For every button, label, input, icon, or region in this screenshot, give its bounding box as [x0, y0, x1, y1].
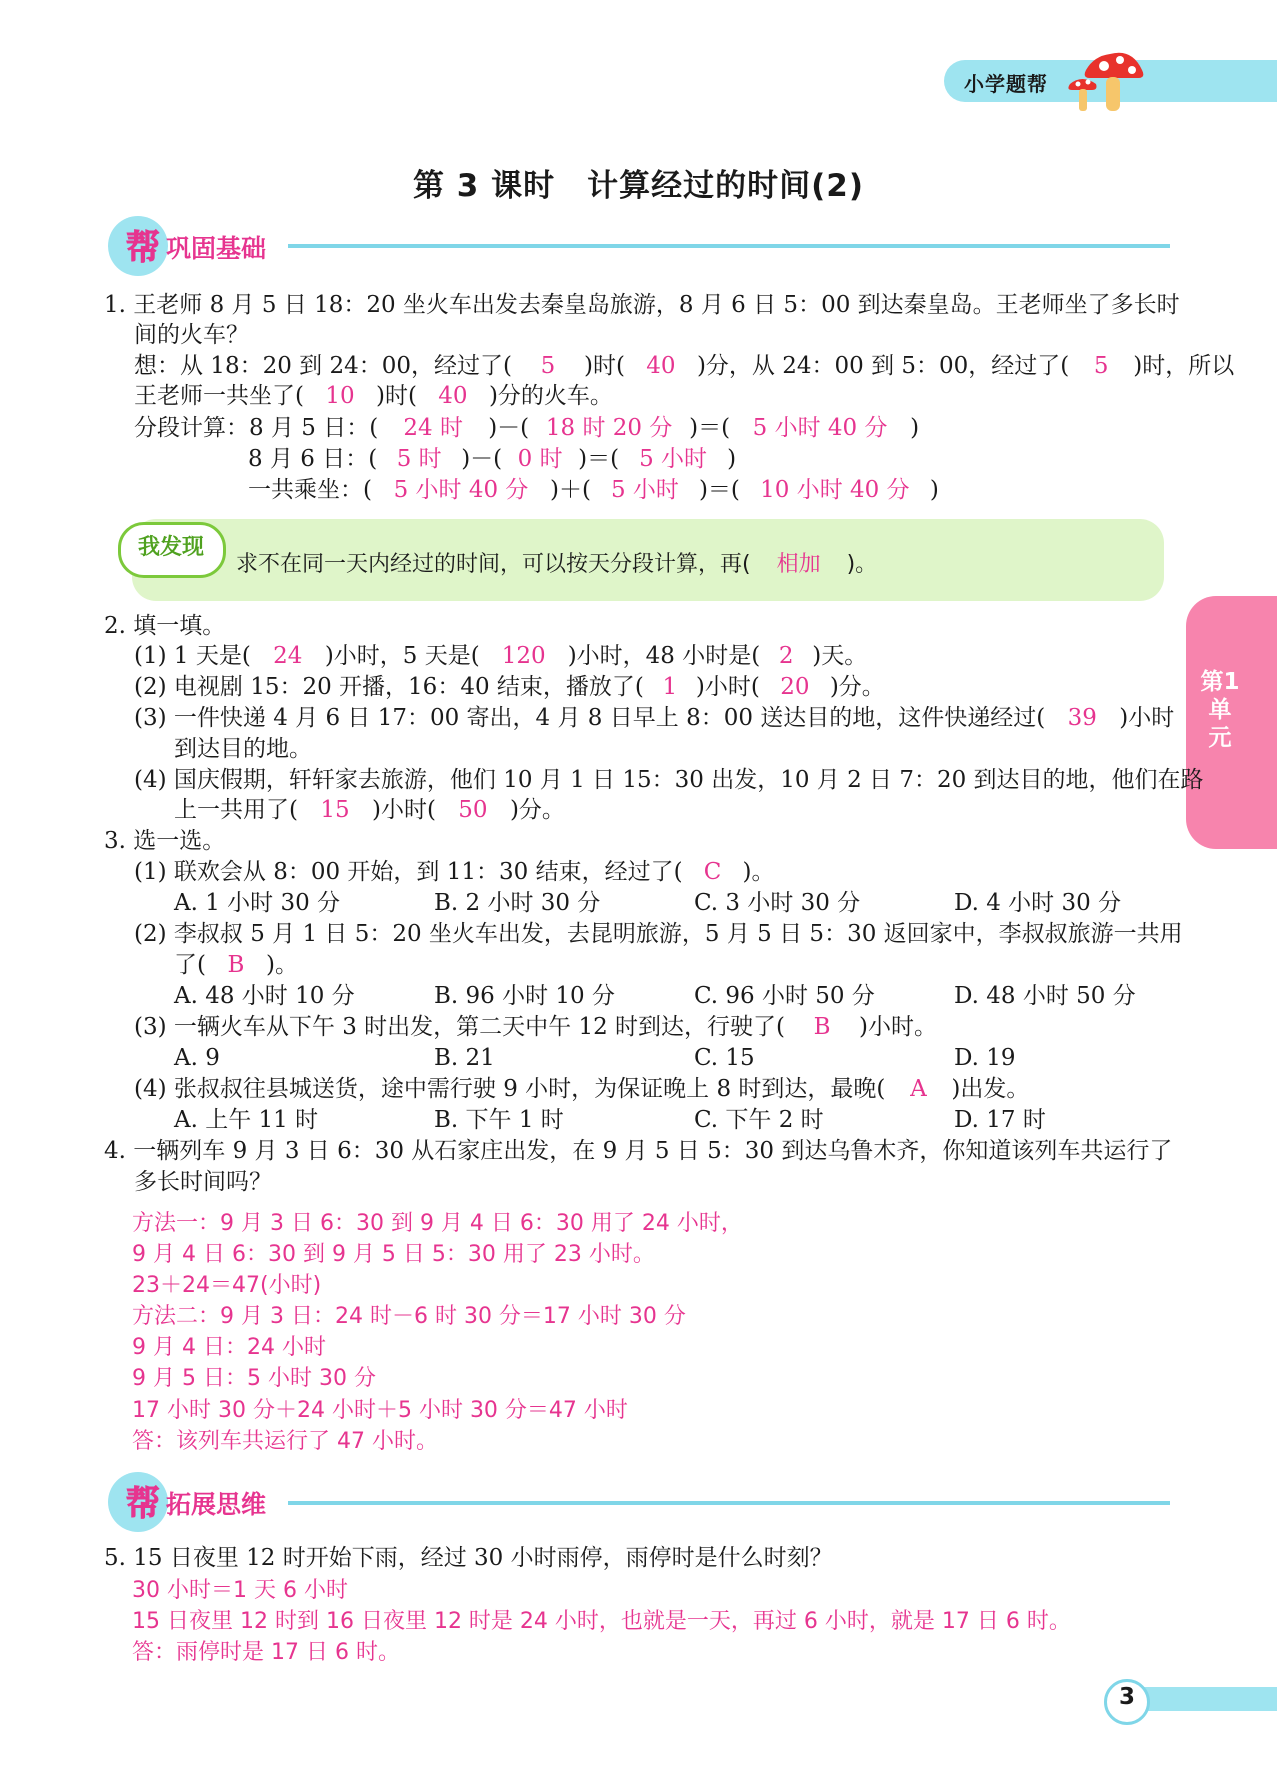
think-text: )时( — [375, 383, 417, 409]
seg-label: 8 月 6 日：( — [248, 446, 378, 472]
q4-answer: 方法二：9 月 3 日：24 时－6 时 30 分＝17 小时 30 分 — [132, 1304, 686, 1329]
q-text: )出发。 — [951, 1076, 1030, 1102]
think-text: )分，从 24：00 到 5：00，经过了( — [696, 353, 1070, 379]
answer: 20 — [780, 674, 810, 700]
q2-title: 2. 填一填。 — [104, 613, 226, 639]
q5-answer: 15 日夜里 12 时到 16 日夜里 12 时是 24 小时，也就是一天，再过 6 小时，就是 17 日 6 时。 — [132, 1609, 1071, 1634]
answer: A — [910, 1076, 927, 1102]
unit-tab-label: 第1单元 — [1200, 669, 1240, 751]
page-number: 3 — [1118, 1684, 1135, 1710]
q-text: )小时，48 小时是( — [567, 643, 761, 669]
q3-sub2: (2) 李叔叔 5 月 1 日 5：20 坐火车出发，去昆明旅游，5 月 5 日 5：30 返回家中，李叔叔旅游一共用 — [134, 921, 1183, 947]
seg-op: )－( — [488, 415, 530, 441]
q5-text: 5. 15 日夜里 12 时开始下雨，经过 30 小时雨停，雨停时是什么时刻？ — [104, 1545, 833, 1571]
seg-op: ) — [910, 415, 920, 441]
answer: 2 — [778, 643, 794, 669]
section-title-extend: 拓展思维 — [166, 1490, 267, 1519]
think-text: )时( — [583, 353, 625, 379]
answer: 5 小时 40 分 — [752, 415, 888, 441]
q-text: (2) 电视剧 15：20 开播，16：40 结束，播放了( — [134, 674, 644, 700]
q4-answer: 答：该列车共运行了 47 小时。 — [132, 1429, 438, 1454]
discover-label: 我发现 — [137, 535, 204, 560]
answer: 120 — [501, 643, 546, 669]
q-text: )小时，5 天是( — [324, 643, 480, 669]
q1-text: 1. 王老师 8 月 5 日 18：20 坐火车出发去秦皇岛旅游，8 月 6 日 5：00 到达秦皇岛。王老师坐了多长时 — [104, 292, 1180, 318]
option: B. 下午 1 时 — [434, 1107, 564, 1133]
q1-text-2: 间的火车？ — [134, 322, 249, 348]
q5-answer: 答：雨停时是 17 日 6 时。 — [132, 1640, 400, 1665]
q4-answer: 9 月 4 日 6：30 到 9 月 5 日 5：30 用了 23 小时。 — [132, 1242, 655, 1267]
answer: 50 — [458, 797, 488, 823]
section-rule — [288, 244, 1170, 248]
q3-sub3 — [134, 1012, 937, 1042]
option: A. 上午 11 时 — [174, 1107, 319, 1133]
answer: 24 — [273, 643, 303, 669]
option: D. 19 — [954, 1045, 1016, 1071]
answer: 相加 — [776, 552, 821, 577]
option: C. 15 — [694, 1045, 755, 1071]
q-text: )天。 — [812, 643, 868, 669]
q-text: (4) 张叔叔往县城送货，途中需行驶 9 小时，为保证晚上 8 时到达，最晚( — [134, 1076, 886, 1102]
q-text: (1) 联欢会从 8：00 开始，到 11：30 结束，经过了( — [134, 859, 683, 885]
answer: 10 小时 40 分 — [760, 477, 910, 503]
answer: 0 时 — [517, 446, 563, 472]
q2-part4-2 — [174, 795, 565, 825]
option: D. 48 小时 50 分 — [954, 983, 1136, 1009]
q3-sub2-2 — [174, 950, 298, 980]
option: C. 下午 2 时 — [694, 1107, 824, 1133]
q-text: )小时 — [1119, 705, 1175, 731]
answer: B — [813, 1014, 831, 1040]
answer: 5 — [540, 353, 556, 379]
think-text: 王老师一共坐了( — [134, 383, 304, 409]
option: B. 21 — [434, 1045, 495, 1071]
q-text: )小时。 — [859, 1014, 937, 1040]
q-text: )分。 — [829, 674, 885, 700]
answer: 40 — [438, 383, 468, 409]
seg-label: 分段计算：8 月 5 日：( — [134, 415, 379, 441]
q2-part3 — [134, 703, 1174, 733]
answer: 5 — [1093, 353, 1109, 379]
seg-op: )＋( — [549, 477, 591, 503]
discover-text-b: )。 — [846, 552, 878, 577]
answer: 5 小时 — [639, 446, 708, 472]
section-title-basic: 巩固基础 — [166, 234, 267, 263]
q-text: 上一共用了( — [174, 797, 298, 823]
option: D. 4 小时 30 分 — [954, 890, 1122, 916]
q-text: )小时( — [371, 797, 436, 823]
mushroom-icon — [1060, 44, 1152, 116]
q5-answer: 30 小时＝1 天 6 小时 — [132, 1578, 348, 1603]
q2-part2 — [134, 672, 885, 702]
q-text: (3) 一辆火车从下午 3 时出发，第二天中午 12 时到达，行驶了( — [134, 1014, 786, 1040]
q-text: (1) 1 天是( — [134, 643, 251, 669]
q4-answer: 方法一：9 月 3 日 6：30 到 9 月 4 日 6：30 用了 24 小时， — [132, 1211, 743, 1236]
q1-seg-day6 — [248, 444, 736, 474]
option: D. 17 时 — [954, 1107, 1046, 1133]
q4-answer: 9 月 5 日：5 小时 30 分 — [132, 1366, 376, 1391]
answer: 5 小时 40 分 — [393, 477, 529, 503]
q-text: )。 — [742, 859, 775, 885]
answer: 40 — [646, 353, 676, 379]
think-text: )时，所以 — [1133, 353, 1235, 379]
seg-op: ) — [727, 446, 737, 472]
q4-text-2: 多长时间吗？ — [134, 1169, 272, 1195]
answer: 5 小时 — [610, 477, 679, 503]
page-title: 第 3 课时 计算经过的时间(2) — [412, 168, 865, 204]
q2-part4: (4) 国庆假期，轩轩家去旅游，他们 10 月 1 日 15：30 出发，10 月 2 日 7：20 到达目的地，他们在路 — [134, 767, 1204, 793]
option: A. 9 — [174, 1045, 220, 1071]
section-rule — [288, 1501, 1170, 1505]
answer: 18 时 20 分 — [545, 415, 673, 441]
option: C. 96 小时 50 分 — [694, 983, 875, 1009]
seg-op: )＝( — [578, 446, 620, 472]
q-text: )小时( — [695, 674, 760, 700]
q2-part1 — [134, 641, 867, 671]
q1-think-2 — [134, 381, 613, 411]
q1-think — [134, 351, 1234, 381]
seg-op: )＝( — [689, 415, 731, 441]
answer: 24 时 — [403, 415, 463, 441]
section-bang: 帮 — [126, 1484, 160, 1524]
option: B. 2 小时 30 分 — [434, 890, 601, 916]
q4-text: 4. 一辆列车 9 月 3 日 6：30 从石家庄出发，在 9 月 5 日 5：30 到达乌鲁木齐，你知道该列车共运行了 — [104, 1138, 1173, 1164]
answer: B — [227, 952, 245, 978]
seg-op: )－( — [461, 446, 503, 472]
answer: 39 — [1067, 705, 1097, 731]
q3-title: 3. 选一选。 — [104, 828, 226, 854]
q1-seg-day5 — [134, 413, 919, 443]
answer: 5 时 — [396, 446, 442, 472]
q3-sub4 — [134, 1074, 1029, 1104]
q-text: (3) 一件快递 4 月 6 日 17：00 寄出，4 月 8 日早上 8：00 送达目的地，这件快递经过( — [134, 705, 1046, 731]
section-bang: 帮 — [126, 228, 160, 268]
q2-part3-2: 到达目的地。 — [174, 736, 312, 762]
option: A. 1 小时 30 分 — [174, 890, 341, 916]
answer: 1 — [662, 674, 678, 700]
q-text: )分。 — [509, 797, 565, 823]
answer: C — [703, 859, 722, 885]
q4-answer: 9 月 4 日：24 小时 — [132, 1335, 326, 1360]
option: A. 48 小时 10 分 — [174, 983, 355, 1009]
discover-text-a: 求不在同一天内经过的时间，可以按天分段计算，再( — [236, 552, 751, 577]
option: C. 3 小时 30 分 — [694, 890, 861, 916]
option: B. 96 小时 10 分 — [434, 983, 615, 1009]
seg-op: ) — [929, 477, 939, 503]
think-text: 想：从 18：20 到 24：00，经过了( — [134, 353, 512, 379]
think-text: )分的火车。 — [488, 383, 613, 409]
q-text: 了( — [174, 952, 206, 978]
seg-op: )＝( — [698, 477, 740, 503]
discover-text — [236, 550, 877, 580]
q3-sub1 — [134, 857, 775, 887]
answer: 10 — [325, 383, 355, 409]
seg-label: 一共乘坐：( — [248, 477, 372, 503]
q4-answer: 17 小时 30 分＋24 小时＋5 小时 30 分＝47 小时 — [132, 1398, 628, 1423]
q4-answer: 23＋24＝47(小时) — [132, 1273, 322, 1298]
q1-seg-total — [248, 475, 939, 505]
brand-label: 小学题帮 — [964, 72, 1048, 96]
answer: 15 — [320, 797, 350, 823]
q-text: )。 — [265, 952, 298, 978]
